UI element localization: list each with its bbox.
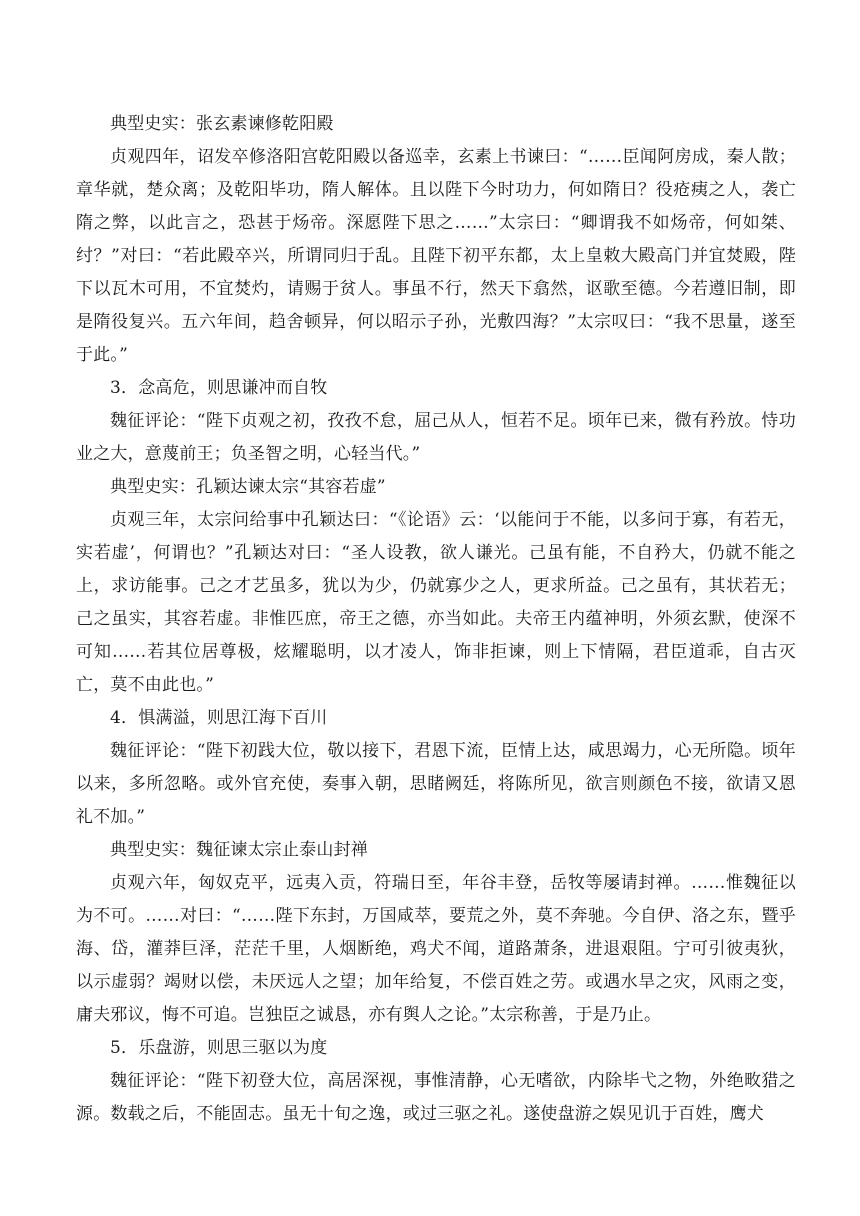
body-paragraph: 贞观六年，匈奴克平，远夷入贡，符瑞日至，年谷丰登，岳牧等屡请封禅。……惟魏征以为不可。……对曰：“……陛下东封，万国咸萃，要荒之外，莫不奔驰。今自伊、洛之东，暨乎海、岱，灌莽巨泽，茫茫千里，人烟断绝，鸡犬不闻，道路萧条，进退艰阻。宁可引彼夷狄，以示虚弱？竭财以偿，未厌远人之望；加年给复，不偿百姓之劳。或遇水旱之灾，风雨之变，庸夫邪议，悔不可追。岂独臣之诚恳，亦有舆人之论。”太宗称善，于是乃止。: [76, 873, 796, 1025]
section-heading-numbered: 4．惧满溢，则思江海下百川: [110, 708, 328, 728]
body-paragraph: 贞观四年，诏发卒修洛阳宫乾阳殿以备巡幸，玄素上书谏曰：“……臣闻阿房成，秦人散；章华就，楚众离；及乾阳毕功，隋人解体。且以陛下今时功力，何如隋日？役疮痍之人，袭亡隋之弊，以此言之，恐甚于炀帝。深愿陛下思之……”太宗曰：“卿谓我不如炀帝，何如桀、纣？”对曰：“若此殿卒兴，所谓同归于乱。且陛下初平东都，太上皇敕大殿高门并宜焚殿，陛下以瓦木可用，不宜焚灼，请赐于贫人。事虽不行，然天下翕然，讴歌至德。今若遵旧制，即是隋役复兴。五六年间，趋舍顿异，何以昭示子孙，光敷四海？”太宗叹曰：“我不思量，遂至于此。”: [76, 147, 796, 365]
section-heading-historical-case: 典型史实：孔颖达谏太宗“其容若虚”: [110, 477, 386, 497]
body-paragraph: 魏征评论：“陛下初登大位，高居深视，事惟清静，心无嗜欲，内除毕弋之物，外绝畋猎之源。数载之后，不能固志。虽无十旬之逸，或过三驱之礼。遂使盘游之娱见讥于百姓，鹰犬: [76, 1071, 796, 1124]
body-paragraph: 魏征评论：“陛下贞观之初，孜孜不怠，屈己从人，恒若不足。顷年已来，微有矜放。恃功业之大，意蔑前王；负圣智之明，心轻当代。”: [76, 411, 796, 464]
body-paragraph: 贞观三年，太宗问给事中孔颖达曰：“《论语》云：‘以能问于不能，以多问于寡，有若无，实若虚’，何谓也？”孔颖达对曰：“圣人设教，欲人谦光。己虽有能，不自矜大，仍就不能之上，求访能事。己之才艺虽多，犹以为少，仍就寡少之人，更求所益。己之虽有，其状若无；己之虽实，其容若虚。非惟匹庶，帝王之德，亦当如此。夫帝王内蕴神明，外须玄默，使深不可知……若其位居尊极，炫耀聪明，以才凌人，饰非拒谏，则上下情隔，君臣道乖，自古灭亡，莫不由此也。”: [76, 510, 796, 695]
section-heading-historical-case: 典型史实：魏征谏太宗止泰山封禅: [110, 840, 368, 860]
section-heading-numbered: 3．念高危，则思谦冲而自牧: [110, 378, 328, 398]
section-heading-numbered: 5．乐盘游，则思三驱以为度: [110, 1038, 328, 1058]
section-heading-historical-case: 典型史实：张玄素谏修乾阳殿: [110, 114, 334, 134]
document-body: [76, 108, 796, 1131]
body-paragraph: 魏征评论：“陛下初践大位，敬以接下，君恩下流，臣情上达，咸思竭力，心无所隐。顷年以来，多所忽略。或外官充使，奏事入朝，思睹阙廷，将陈所见，欲言则颜色不接，欲请又恩礼不加。”: [76, 741, 796, 827]
